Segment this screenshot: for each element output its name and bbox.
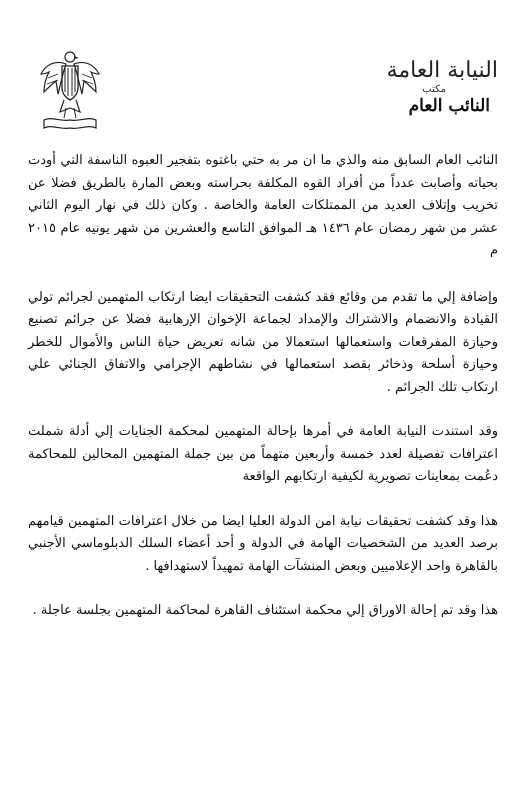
organization-name: النيابة العامة bbox=[386, 58, 498, 83]
paragraph-5: هذا وقد تم إحالة الاوراق إلي محكمة استئناف القاهرة لمحاكمة المتهمين بجلسة عاجلة . bbox=[32, 603, 498, 618]
paragraph-3: وقد استندت النيابة العامة في أمرها بإحالة المتهمين لمحكمة الجنايات إلي أدلة شملت اعترافات تفصيلة لعدد خمسة وأربعين متهماً من بين جملة المتهمين المحالين للمحاكمة دعُمت بمعاينات تصويرية لكيفية ارتكابهم الواقعة bbox=[28, 424, 498, 484]
paragraph-1: النائب العام السابق منه والذي ما ان مر به حتي باغتوه بتفجير العبوه الناسفة التي أودت بحياته وأصابت عدداً من أفراد القوه المكلفة بحراسته وبعض المارة بالطريق فضلا عن تخريب وإتلاف العديد من الممتلكات العامة والخاصة . وكان ذلك في نهار اليوم الثاني عشر من شهر رمضان عام ١٤٣٦ هـ الموافق التاسع والعشرين من شهر يونيه عام ٢٠١٥ م bbox=[28, 153, 499, 258]
paragraph-2: وإضافة إلي ما تقدم من وقائع فقد كشفت التحقيقات ايضا ارتكاب المتهمين لجرائم تولي القيادة والانضمام والاشتراك والإمداد لجماعة الإخوان الإرهابية فضلا عن جرائم تصنيع وحيازة المفرقعات واستعمالها استعمالا من شانه تعريض حياة الناس والأموال للخطر وحيازة أسلحة وذخائر بقصد استعمالها في نشاطهم الإجرامي والاتفاق الجنائي علي ارتكاب تلك الجرائم . bbox=[28, 289, 498, 395]
eagle-emblem-icon bbox=[38, 48, 102, 134]
issuer-block bbox=[348, 58, 498, 116]
office-label: مكتب bbox=[422, 84, 446, 95]
letterhead bbox=[0, 40, 520, 140]
paragraph-4: هذا وقد كشفت تحقيقات نيابة امن الدولة العليا ايضا من خلال اعترافات المتهمين قيامهم برصد العديد من الشخصيات الهامة في الدولة و أحد أعضاء السلك الدبلوماسي الأجنبي بالقاهرة واحد الإعلاميين وبعض المنشآت الهامة تمهيداً لاستهدافها . bbox=[28, 513, 498, 574]
document-body bbox=[28, 150, 498, 645]
official-title: النائب العام bbox=[408, 96, 490, 116]
